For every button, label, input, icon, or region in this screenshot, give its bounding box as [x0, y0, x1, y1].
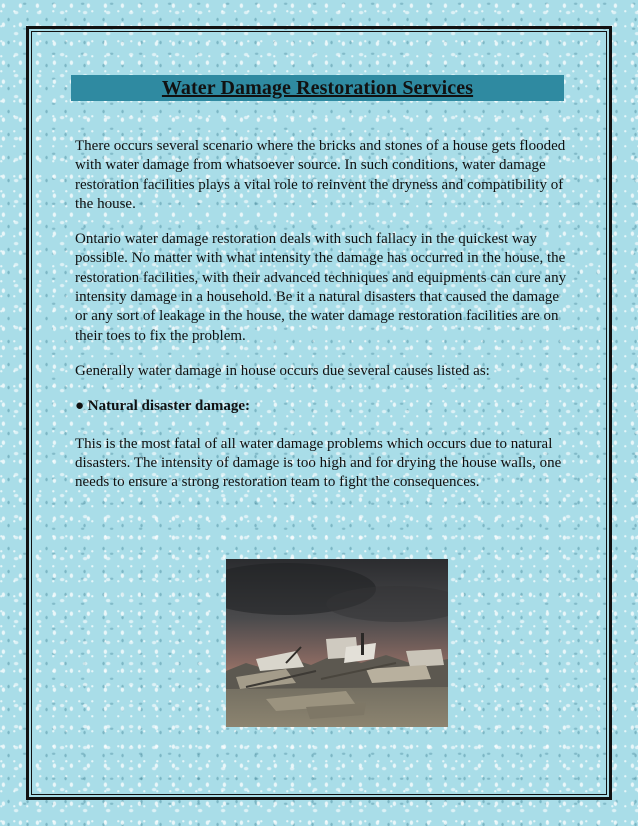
document-title: Water Damage Restoration Services [161, 76, 474, 99]
paragraph-ontario: Ontario water damage restoration deals with such fallacy in the quickest way possible. No matter with what intensity the damage has occurred in the house, the restoration facilities, with their advanced techniques and equipments can cure any intensity damage in a household. Be it a natural disasters that caused the damage or any sort of leakage in the house, the water damage restoration facilities are on their toes to fix the problem. [75, 231, 567, 344]
paragraph-causes: Generally water damage in house occurs due several causes listed as: [75, 362, 490, 379]
paragraph-intro: There occurs several scenario where the bricks and stones of a house gets flooded with water damage from whatsoever source. In such conditions, water damage restoration facilities plays a vital role to reinvent the dryness and compatibility of the house. [75, 138, 566, 212]
title-banner [71, 75, 564, 101]
disaster-debris-photo [226, 559, 448, 727]
bullet-heading-natural-disaster: ● Natural disaster damage: [75, 398, 251, 415]
document-body [75, 137, 575, 508]
paragraph-natural-disaster: This is the most fatal of all water damage problems which occurs due to natural disasters. The intensity of damage is too high and for drying the house walls, one needs to ensure a strong restoration team to fight the consequences. [75, 435, 562, 491]
